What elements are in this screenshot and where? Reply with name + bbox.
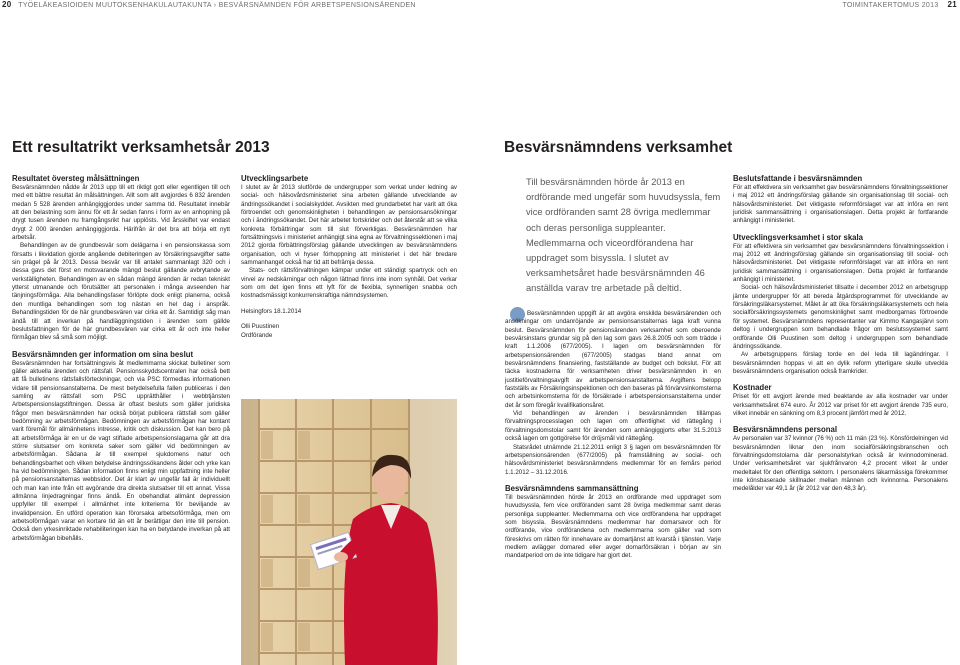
paragraph: Besvärsnämnden uppgift är att avgöra enskilda besvärsärenden och ansökningar om undanröjande av pensionsanstalternas laga kraft vunna beslut. Besvärsnämnden för pensionsärenden verksamhet som oberoende besvärsinstans grundar sig på den lag som gavs 26.8.2005 och som trädde i kraft 1.1.2006 (677/2005). I lagen om besvärsnämnden för arbetspensionsärenden (677/2005) stadgas bland annat om besvärsnämndens finansiering, fastställande av budget och bokslut. För att täcka kostnaderna för verksamheten driver besvärsnämnden in en justitieförvaltningsavgift av arbetspensionsanstalterna. Avgiftens belopp fastställs av Försäkringsinspektionen och den baseras på förvärvsinkomsterna och arbetsinkomsterna för de försäkrade i arbetspensionsanstalterna under det år som föregår kvalifikationsåret. — [505, 310, 721, 409]
paragraph: Social- och hälsovårdsministeriet tillsatte i december 2012 en arbetsgrupp jämte undergrupper för att bereda åtgärdsprogrammet för utvecklande av försäkringsläkarsystemet. Målet är att öka försäkringsläkarsystemets och hela socialförsäkringssystemets genomskinlighet samt medborgarnas förtroende för systemet. Besvärsnämndens representanter var Kimmo Kangasjärvi som deltog i undergruppen som behandlade frågor om beslutssystemet samt ordförande Olli Puustinen som deltog i undergruppen som behandlade ändringssökande. — [733, 284, 948, 350]
paragraph: Vid behandlingen av ärenden i besvärsnämnden tillämpas förvaltningsprocesslagen och lagen om offentlighet vid rättegång i förvaltningsdomstolar samt för ärenden som anhängiggjorts efter 31.5.2013 också lagen om gottgörelse för dröjsmål vid rättegång. — [505, 410, 721, 443]
paragraph: Stats- och rättsförvaltningen kämpar under ett ständigt spartryck och en virvel av nedskärningar och någon lättnad finns inte inom synhåll. Det verkar som om det igen finns ett lyft för de flexibla, synnerligen snabba och kostnadsmässigt konkurrenskraftiga nämndsystemen. — [241, 267, 457, 300]
heading-large-scale-development: Utvecklingsverksamhet i stor skala — [733, 232, 864, 242]
running-title-left: TYÖELÄKEASIOIDEN MUUTOKSENHAKULAUTAKUNTA › BESVÄRSNÄMNDEN FÖR ARBETSPENSIONSÄRENDEN — [18, 2, 416, 9]
place-date: Helsingfors 18.1.2014 — [241, 307, 302, 315]
paragraph: Besvärsnämnden nådde år 2013 upp till ett riktigt gott eller egentligen till och med ett bättre resultat än målsättningen. Allt som allt avgjordes 6 832 ärenden medan 5 528 ärenden anhängiggjordes under samma tid. Resultatet innebär att den belastning som ännu för ett år sedan fanns i form av en anhopning på drygt tusen ärenden nu framgångsrikt har upplösts. Vid årsskiftet var endast drygt 2 000 ärenden anhängiggjorda. Härifrån är det bra att börja ett nytt arbetsår. — [12, 184, 230, 242]
left-column-1 — [12, 174, 230, 543]
heading-personnel: Besvärsnämndens personal — [733, 425, 838, 435]
heading-composition: Besvärsnämndens sammansättning — [505, 483, 639, 493]
left-page-title: Ett resultatrikt verksamhetsår 2013 — [12, 139, 270, 156]
heading-result: Resultatet översteg målsättningen — [12, 174, 140, 183]
paragraph: Priset för ett avgjort ärende med beaktande av alla kostnader var under verksamhetsåret 674 euro. År 2012 var priset för ett avgjort ärende 735 euro, vilket innebär en sänkning om 8,3 procent jämfört med år 2012. — [733, 393, 948, 417]
heading-information: Besvärsnämnden ger information om sina beslut — [12, 349, 194, 359]
right-page-title: Besvärsnämndens verksamhet — [504, 139, 733, 156]
page-number-right: 21 — [947, 0, 957, 9]
right-column-2 — [733, 174, 948, 494]
running-title-right: TOIMINTAKERTOMUS 2013 — [842, 2, 939, 9]
page-number-left: 20 — [2, 0, 12, 9]
running-header-left — [2, 0, 416, 9]
pull-quote: Till besvärsnämnden hörde år 2013 en ordförande med ungefär som huvudsyssla, fem vice ordföranden samt 28 övriga medlemmar och deras personliga suppleanter. Medlemmarna och viceordförandena har uppdraget som bisyssla. I slutet av verksamhetsåret hade besvärsnämnden 46 anställda varav tre arbetade på deltid. — [526, 177, 721, 294]
woman-at-archive-shelves-image — [241, 399, 457, 665]
archive-photo — [241, 399, 457, 665]
heading-costs: Kostnader — [733, 383, 772, 393]
paragraph: Av personalen var 37 kvinnor (76 %) och 11 män (23 %). Könsfördelningen vid besvärsnämnden liknar den inom socialförsäkringsbranschen och förvaltningsdomstolarna där personalstyrkan också är kvinnodominerad. Under verksamhetsåret var sjukfrånvaron 4,2 procent vilket är under medeltalet för den offentliga sektorn. I personalens läkarmässiga förekommer inte könsbaserade skillnader mellan männen och kvinnorna. Personalens medelålder var 49,1 år (år 2012 var den 48,3 år). — [733, 435, 948, 493]
paragraph: Behandlingen av de grundbesvär som delägarna i en pensionskassa som försatts i likvidation gjorde angående debiteringen av försäkringsavgifter satte sin prägel på år 2013. Dessa besvär var till antalet sammanlagt 320 och i dessa gavs det först en motsvarande mängd beslut gällande avbrytande av verkställigheten. Behandlingen av en sådan mängd ärenden är redan tekniskt ytterst utmanande och förutsätter att personalen i många avseenden har tänjningsförmåga. Alla behandlingsfaser förlöpte dock enligt planerna, också den muntliga behandlingen som tog nästan en hel dag i anspråk. Behandlingstiden för de här grundbesvären var cirka ett år. Samtidigt såg man ändå till att inverkan på handläggningstiden i ärenden som gällde beslutsfattningen för de här grundbesvären var cirka ett år och inte heller förmågan blev så små som möjligt. — [12, 242, 230, 342]
running-header-right — [842, 0, 957, 9]
paragraph: Statsrådet utnämnde 21.12.2011 enligt 3 § lagen om besvärsnämnden för arbetspensionsärenden (677/2005) på framställning av social- och hälsovårdsministeriet besvärsnämndens medlemmar för en femårs period 1.1.2012 – 31.12.2016. — [505, 443, 721, 476]
paragraph: Av arbetsgruppens förslag torde en del leda till lagändringar. I besvärsnämnden hoppas vi att en dylik reform ytterligare skulle utveckla besvärsnämndens organisation också framkrider. — [733, 351, 948, 375]
heading-decision-making: Beslutsfattande i besvärsnämnden — [733, 174, 863, 183]
paragraph: I slutet av år 2013 slutförde de undergrupper som verkat under ledning av social- och hälsovårdsministeriet sina arbeten gällande utvecklande av ändringssökandet i socialskyddet. Avsikten med grundarbetet har varit att öka förtroendet och genomskinligheten i behandlingen av pensionsansökningar och i ändringssökandet. Det här arbetet fortskrider och det återstår att se vilka konkreta förbättringar som till slut förverkligas. Besvärsnämnden har fortsättningsvis i ministeriet anhängigt sina egna av förvaltningssektionen i maj 2012 gjorda förbättringsförslag gällande utvecklingen av besvärsnämndens organisation, och vi hyser förhoppning att ministeriet i det här bredare sammanhanget också har tid att befrämja dessa. — [241, 184, 457, 267]
paragraph: För att effektivera sin verksamhet gav besvärsnämndens förvaltningssektion i maj 2012 ett ändringsförslag gällande sin organisationslag till social- och hälsovårdsministeriet. Det viktigaste reformförslaget var att införa en rent juridisk sammansättning i organisationslagen. Detta projekt är fortfarande anhängigt i ministeriet. — [733, 242, 948, 284]
heading-development: Utvecklingsarbete — [241, 174, 309, 183]
signer-name: Olli Puustinen — [241, 323, 280, 331]
paragraph: För att effektivera sin verksamhet gav besvärsnämndens förvaltningssektioner i maj 2012 ett ändringsförslag gällande sin organisationslag till social- och hälsovårdsministeriet. Det viktigaste reformförslaget var att införa en rent juridisk sammansättning i organisationslagen. Detta projekt är fortfarande anhängigt i ministeriet. — [733, 184, 948, 225]
paragraph: Till besvärsnämnden hörde år 2013 en ordförande med uppdraget som huvudsyssla, fem vice ordföranden samt 28 övriga medlemmar samt deras personliga suppleanter. Medlemmarna och vice ordförandena har uppdraget som bisyssla. Besvärsnämndens medlemmar har domarsavor och för ordförande, vice ordförandena och medlemmarna som gäller vad som föreskrivs om rätten för innehavare av domartjänst att kvarstå i tjänsten. Varje medlem avlägger domared eller avger domarförsäkran i början av sin mandatperiod om de inte tidigare har gjort det. — [505, 493, 721, 560]
paragraph: Besvärsnämnden har fortsättningsvis åt medlemmarna skickat bulletiner som gäller aktuella ärenden och rättsfall. Pensionsskyddscentralen har också bett att få bulletinens rättsfallsförteckningar, och via PSC förmedlas informationen vidare till pensionsanstalterna. De mest betydelsefulla fallen publiceras i den samling av rättsfall som PSC upprätthåller i webbtjänsten Arbetspensionslagstiftningen. Dessa är oftast besluts som gäller juridiska frågor men besvärsnämnden har också börjat publicera rättsfall som gäller bedömning av arbetsförmågan. Bedömningen av arbetsförmågan har kontant varit föremål för allmänhetens intresse, kritik och diskussion. Det kan bero på att arbetsförmåga är en ur de vagt stiftade arbetspensionslagarna går att dra större slutsatser om konkreta saker som gäller vid bedömningen av arbetsförmågan. Sådana är till exempel sjukdomens natur och behandlingsbarhet och vilken betydelse ändringssökandens ålder och yrke kan ha vid bedömningen. Sådan information finns enligt min uppfattning inte heller på pensionsanstalternas webbsidor. Det är klart av ungefär fall är individuellt och man kan inte från ett avgörande dra direkta slutsatser till ett annat. Vissa allmänna linjedragningar finns ändå. En obehandlat allmänt depression uppfyller till exempel i allmänhet inte kriterierna för beviljande av invalidpension. En utförd operation kan förorsaka arbetsoförmåga, men om arbetsoförmågan varar en kortare tid än ett år berättigar den inte till pension. Också den yrkesinriktade rehabiliteringen kan ha en betydande inverkan på att arbetsförmågan bibehålls. — [12, 359, 230, 542]
signer-title: Ordförande — [241, 331, 273, 339]
left-column-2 — [241, 174, 457, 340]
right-column-1 — [505, 310, 721, 561]
